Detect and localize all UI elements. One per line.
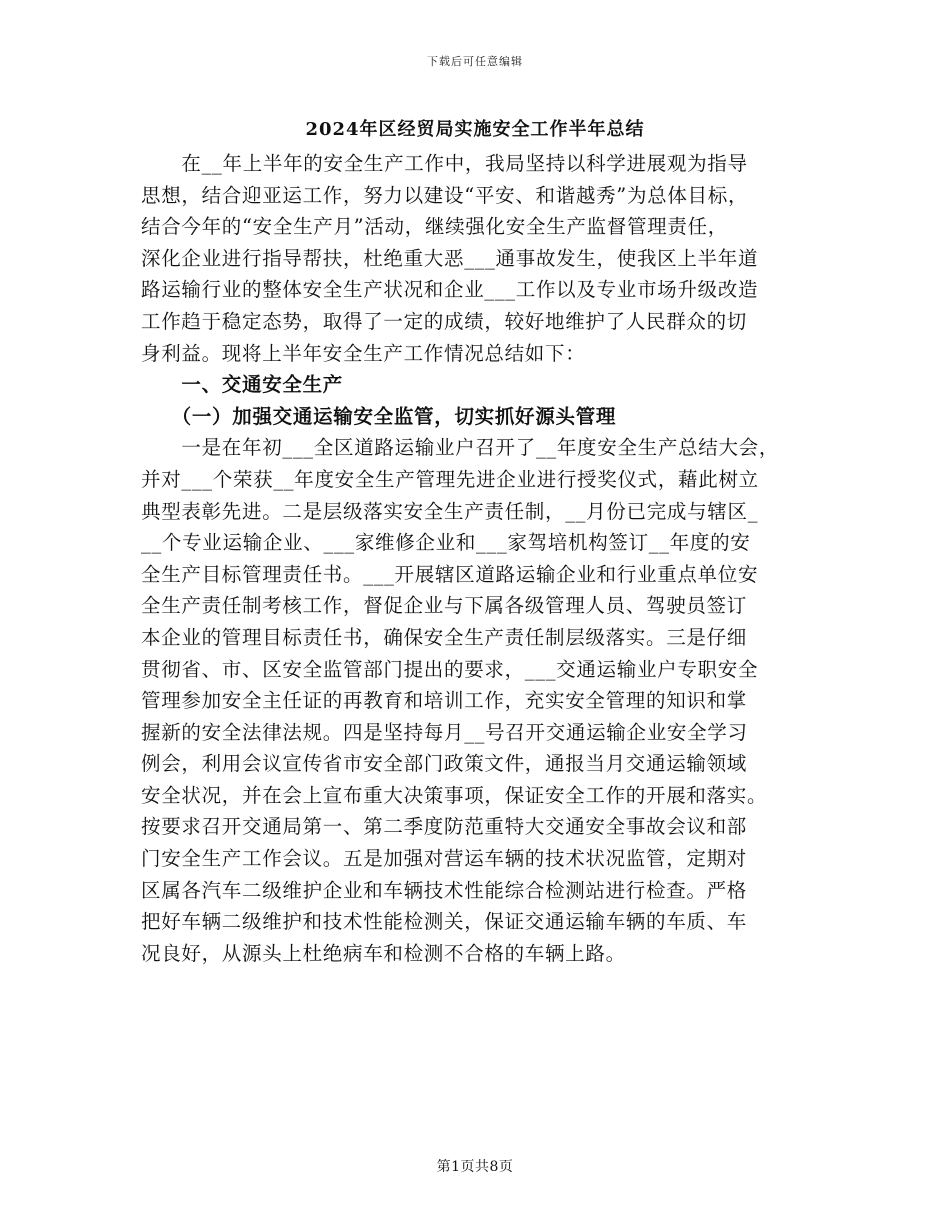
body-line: 区属各汽车二级维护企业和车辆技术性能综合检测站进行检查。严格 [141, 878, 748, 902]
body-line: 全生产责任制考核工作，督促企业与下属各级管理人员、驾驶员签订 [141, 594, 748, 618]
body-line: 况良好，从源头上杜绝病车和检测不合格的车辆上路。 [141, 941, 626, 965]
body-line: 身利益。现将上半年安全生产工作情况总结如下： [141, 341, 586, 365]
page-number: 第1页共8页 [436, 1159, 514, 1175]
body-line: 思想，结合迎亚运工作，努力以建设“平安、和谐越秀”为总体目标， [141, 183, 749, 207]
body-line: 工作趋于稳定态势，取得了一定的成绩，较好地维护了人民群众的切 [141, 309, 748, 333]
subsection-heading: （一）加强交通运输安全监管，切实抓好源头管理 [141, 404, 617, 428]
body-line: 路运输行业的整体安全生产状况和企业___工作以及专业市场升级改造 [141, 278, 759, 302]
page-header-note: 下载后可任意编辑 [427, 55, 523, 68]
body-line: 管理参加安全主任证的再教育和培训工作，充实安全管理的知识和掌 [141, 689, 748, 713]
body-line: 握新的安全法律法规。四是坚持每月__号召开交通运输企业安全学习 [141, 720, 748, 744]
body-line: 按要求召开交通局第一、第二季度防范重特大交通安全事故会议和部 [141, 815, 748, 839]
body-line: 在__年上半年的安全生产工作中，我局坚持以科学进展观为指导 [141, 152, 748, 175]
section-heading: 一、交通安全生产 [141, 373, 344, 397]
body-line: 门安全生产工作会议。五是加强对营运车辆的技术状况监管，定期对 [141, 847, 748, 871]
body-line: 安全状况，并在会上宣布重大决策事项，保证安全工作的开展和落实。 [141, 783, 768, 807]
body-line: __个专业运输企业、___家维修企业和___家驾培机构签订__年度的安 [141, 531, 751, 555]
body-line: 例会，利用会议宣传省市安全部门政策文件，通报当月交通运输领域 [141, 752, 748, 776]
body-line: 并对___个荣获__年度安全生产管理先进企业进行授奖仪式，藉此树立 [141, 467, 759, 491]
body-line: 本企业的管理目标责任书，确保安全生产责任制层级落实。三是仔细 [141, 625, 748, 649]
body-line: 把好车辆二级维护和技术性能检测关，保证交通运输车辆的车质、车 [141, 910, 748, 934]
body-line: 深化企业进行指导帮扶，杜绝重大恶___通事故发生，使我区上半年道 [141, 246, 759, 270]
document-body [141, 148, 809, 969]
body-line: 贯彻省、市、区安全监管部门提出的要求，___交通运输业户专职安全 [141, 657, 759, 681]
document-title: 2024年区经贸局实施安全工作半年总结 [305, 119, 645, 140]
body-line: 全生产目标管理责任书。___开展辖区道路运输企业和行业重点单位安 [141, 562, 759, 586]
body-line: 一是在年初___全区道路运输业户召开了__年度安全生产总结大会， [141, 436, 780, 460]
body-line: 结合今年的“安全生产月”活动，继续强化安全生产监督管理责任， [141, 215, 728, 239]
body-line: 典型表彰先进。二是层级落实安全生产责任制，__月份已完成与辖区_ [141, 499, 759, 523]
